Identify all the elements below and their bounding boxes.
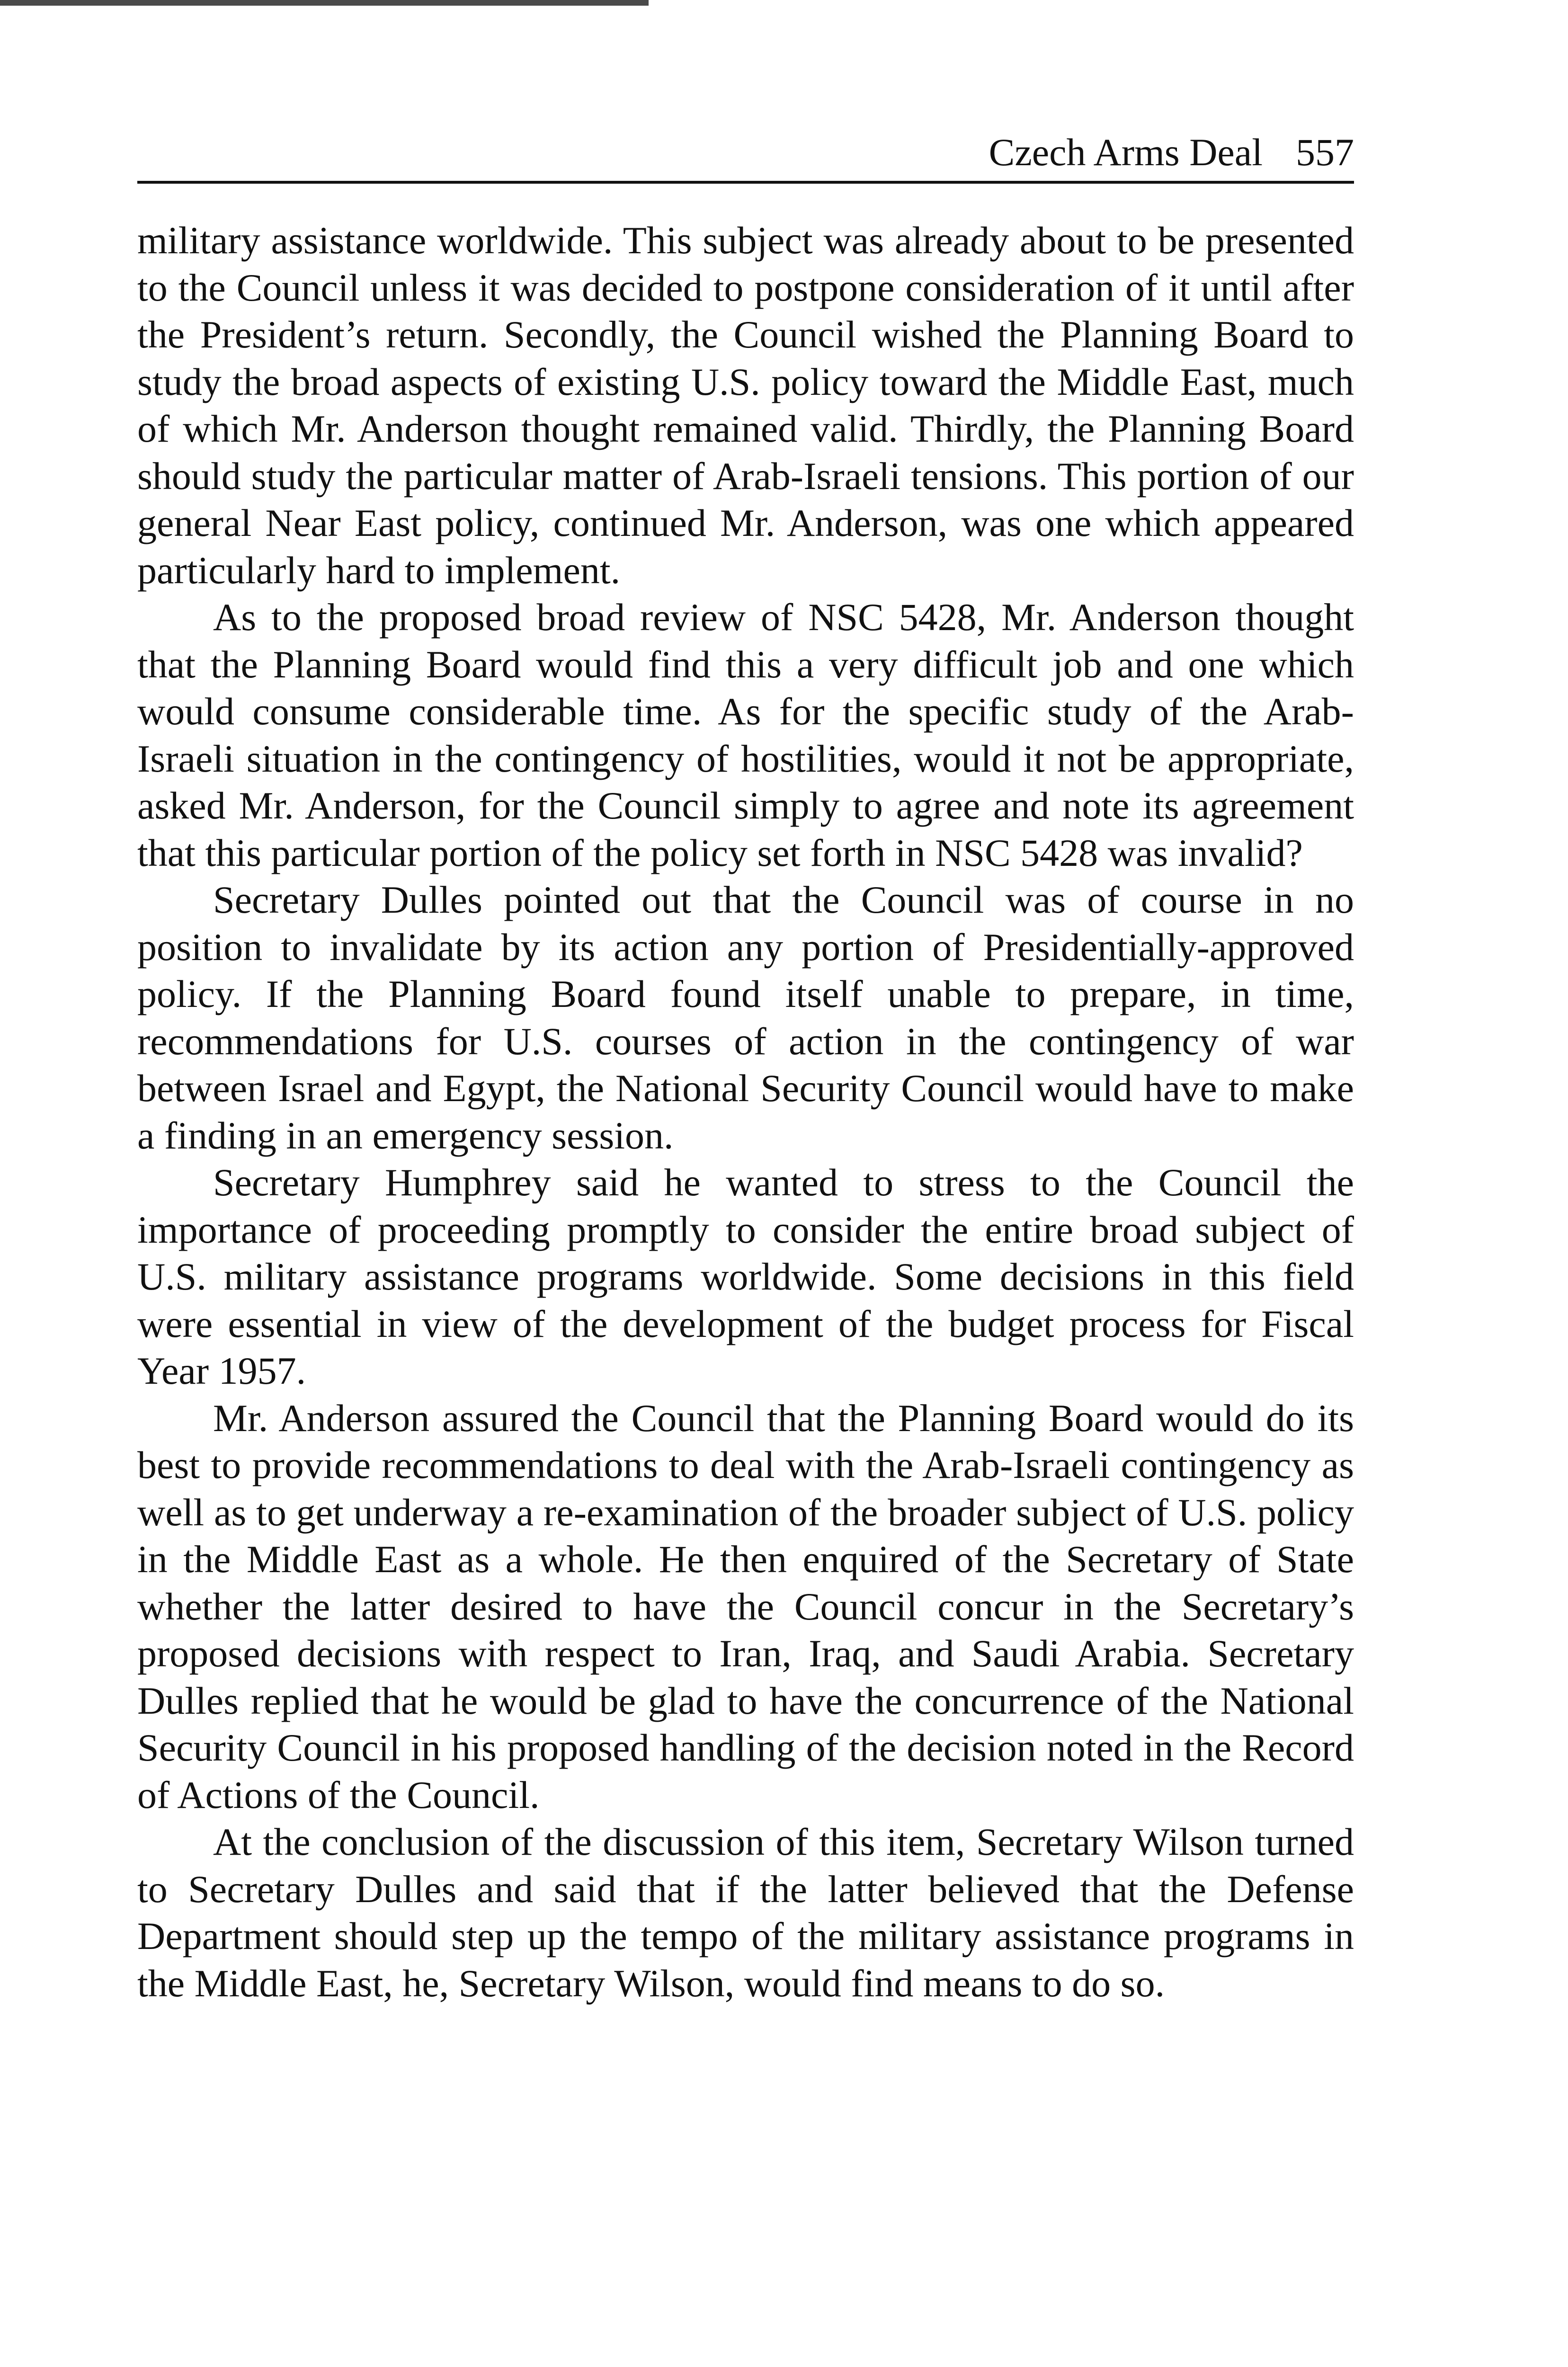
paragraph: military assistance worldwide. This subject was already about to be presented to the Council unless it was decided to postpone consideration of it until after the President’s return. Secondly, the Council wished the Planning Board to study the broad aspects of existing U.S. policy toward the Middle East, much of which Mr. Anderson thought remained valid. Thirdly, the Planning Board should study the particular matter of Arab-Israeli tensions. This portion of our general Near East policy, continued Mr. Anderson, was one which appeared particularly hard to implement. bbox=[137, 219, 1354, 592]
running-title: Czech Arms Deal bbox=[989, 131, 1263, 174]
paragraph: Secretary Humphrey said he wanted to stress to the Council the importance of proceeding promptly to consider the entire broad subject of U.S. military assistance programs worldwide. Some decisions in this field were essential in view of the development of the budget process for Fiscal Year 1957. bbox=[137, 1161, 1354, 1392]
paragraph: At the conclusion of the discussion of this item, Secretary Wilson turned to Secretary Dulles and said that if the latter believed that the Defense Department should step up the tempo of the military assistance programs in the Middle East, he, Secretary Wilson, would find means to do so. bbox=[137, 1820, 1354, 2005]
running-header bbox=[137, 117, 1354, 184]
paragraph: Secretary Dulles pointed out that the Council was of course in no position to invalidate by its action any portion of Presidentially-approved policy. If the Planning Board found itself unable to prepare, in time, recommendations for U.S. courses of action in the contingency of war between Israel and Egypt, the National Security Council would have to make a finding in an emergency session. bbox=[137, 878, 1354, 1157]
running-header-text bbox=[989, 129, 1354, 176]
top-edge-rule bbox=[0, 0, 649, 6]
page-number: 557 bbox=[1296, 131, 1354, 174]
paragraph: Mr. Anderson assured the Council that the Planning Board would do its best to provide recommendations to deal with the Arab-Israeli contingency as well as to get underway a re-examination of the broader subject of U.S. policy in the Middle East as a whole. He then enquired of the Secretary of State whether the latter desired to have the Council concur in the Secretary’s proposed decisions with respect to Iran, Iraq, and Saudi Arabia. Secretary Dulles replied that he would be glad to have the concurrence of the National Security Council in his proposed handling of the decision noted in the Record of Actions of the Council. bbox=[137, 1396, 1354, 1816]
body-text bbox=[137, 217, 1354, 2007]
paragraph: As to the proposed broad review of NSC 5428, Mr. Anderson thought that the Planning Board would find this a very difficult job and one which would consume considerable time. As for the specific study of the Arab-Israeli situation in the contingency of hostilities, would it not be appropriate, asked Mr. Anderson, for the Council simply to agree and note its agreement that this particular portion of the policy set forth in NSC 5428 was invalid? bbox=[137, 596, 1354, 874]
